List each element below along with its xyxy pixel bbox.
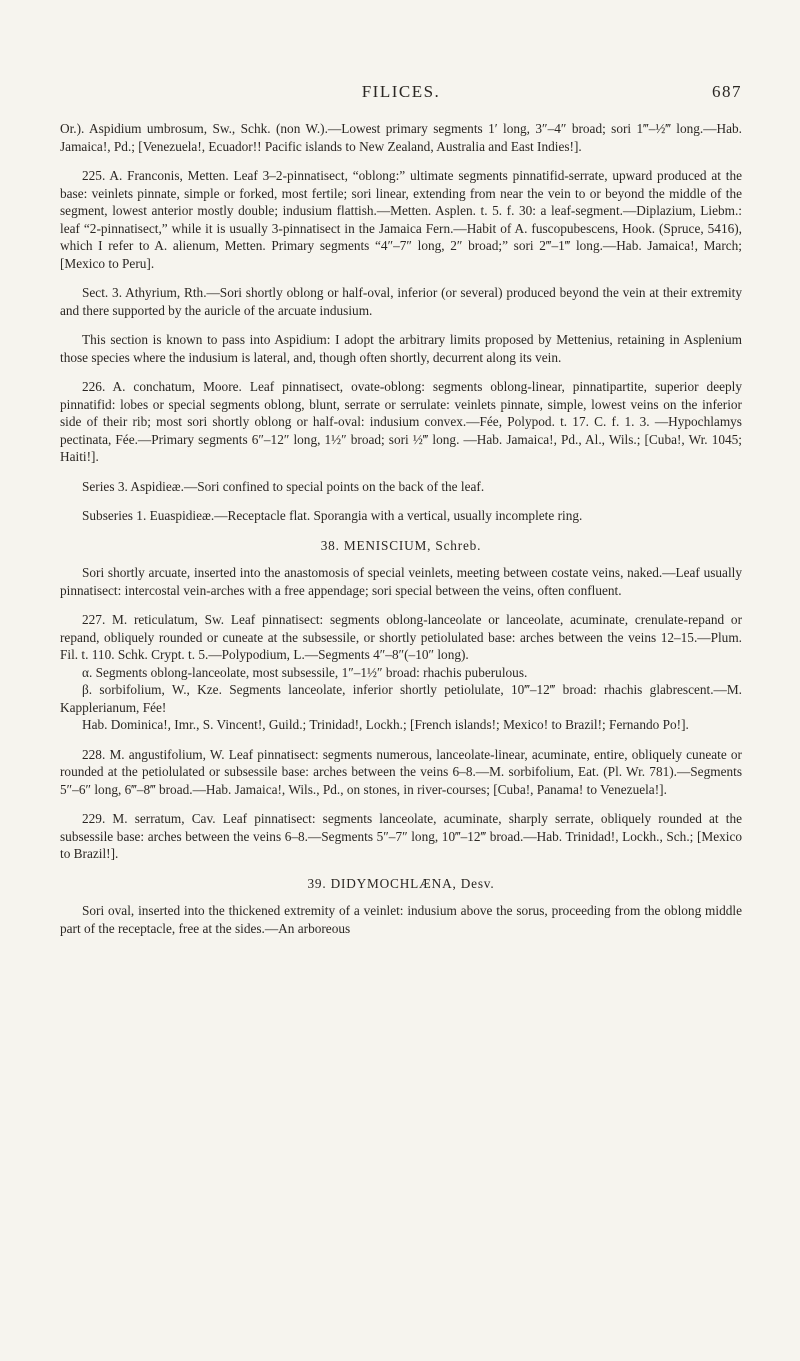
page-number: 687 <box>712 82 742 101</box>
species-227-reticulatum: 227. M. reticulatum, Sw. Leaf pinnatisect: segments oblong-lanceolate or lanceolate, acuminate, crenulate-repand or repand, obliquely rounded or cuneate at the subsessile, or shortly petiolulated base: arches between the veins 12–15.—Plum. Fil. t. 110. Schk. Crypt. t. 5.—Polypodium, L.—Segments 4″–8″(–10″ long). <box>60 612 742 662</box>
genus-description-didymochlaena: Sori oval, inserted into the thickened extremity of a veinlet: indusium above the sorus, proceeding from the oblong middle part of the receptacle, free at the sides.—An arboreous <box>60 903 742 936</box>
series-aspidieae: Series 3. Aspidieæ.—Sori confined to special points on the back of the leaf. <box>82 478 485 494</box>
genus-heading-didymochlaena: 39. DIDYMOCHLÆNA, Desv. <box>307 875 495 891</box>
species-226-conchatum: 226. A. conchatum, Moore. Leaf pinnatisect, ovate-oblong: segments oblong-linear, pinnatipartite, superior deeply pinnatifid: lobes or special segments oblong, blunt, serrate or serrulate: veinlets pinnate, simple, lowest veins on the inferior side of their rib; most sori shortly oblong or half-oval: indusium convex.—Fée, Polypod. t. 17. C. f. 1. 3. —Hypochlamys pectinata, Fée.—Primary segments 6″–12″ long, 1½″ broad; sori ½‴ long. —Hab. Jamaica!, Pd., Al., Wils.; [Cuba!, Wr. 1045; Haiti!]. <box>60 379 742 464</box>
variety-alpha: α. Segments oblong-lanceolate, most subsessile, 1″–1½″ broad: rhachis puberulous. <box>82 664 528 680</box>
running-head <box>60 82 742 106</box>
species-229-serratum: 229. M. serratum, Cav. Leaf pinnatisect: segments lanceolate, acuminate, sharply serrate, obliquely rounded at the subsessile base: arches between the veins 6–8.—Segments 5″–7″ long, 10‴–12‴ broad.—Hab. Trinidad!, Lockh., Sch.; [Mexico to Brazil!]. <box>60 811 742 861</box>
running-title: FILICES. <box>361 82 441 101</box>
section-athyrium: Sect. 3. Athyrium, Rth.—Sori shortly oblong or half-oval, inferior (or several) produced beyond the vein at their extremity and there supported by the auricle of the arcuate indusium. <box>60 285 742 318</box>
paragraph-continuation: Or.). Aspidium umbrosum, Sw., Schk. (non W.).—Lowest primary segments 1′ long, 3″–4″ broad; sori 1‴–½‴ long.—Hab. Jamaica!, Pd.; [Venezuela!, Ecuador!! Pacific islands to New Zealand, Australia and East Indies!]. <box>60 121 742 154</box>
species-228-angustifolium: 228. M. angustifolium, W. Leaf pinnatisect: segments numerous, lanceolate-linear, acuminate, entire, obliquely cuneate or rounded at the petiolulated or subsessile base: arches between the veins 6–8.—M. sorbifolium, Eat. (Pl. Wr. 781).—Segments 5″–6″ long, 6‴–8‴ broad.—Hab. Jamaica!, Wils., Pd., on stones, in river-courses; [Cuba!, Panama! to Venezuela!]. <box>60 746 742 797</box>
species-225-franconis: 225. A. Franconis, Metten. Leaf 3–2-pinnatisect, “oblong:” ultimate segments pinnatifid-serrate, upward produced at the base: veinlets pinnate, simple or forked, most fertile; sori linear, extending from near the vein to or beyond the middle of the segment, lowest anterior mostly double; indusium flattish.—Metten. Asplen. t. 5. f. 30: a leaf-segment.—Diplazium, Liebm.: leaf “2-pinnatisect,” while it is usually 3-pinnatisect in the Jamaica Fern.—Habit of A. fuscopubescens, Hook. (Spruce, 5416), which I refer to A. alienum, Metten. Primary segments “4″–7″ long, 2″ broad;” sori 2‴–1‴ long.—Hab. Jamaica!, March; [Mexico to Peru]. <box>60 168 742 271</box>
habitat-227: Hab. Dominica!, Imr., S. Vincent!, Guild.; Trinidad!, Lockh.; [French islands!; Mexico! to Brazil!; Fernando Po!]. <box>82 717 689 732</box>
section-note: This section is known to pass into Aspidium: I adopt the arbitrary limits proposed by Mettenius, retaining in Asplenium those species where the indusium is lateral, and, though often shortly, decurrent along its vein. <box>60 332 742 365</box>
subseries-euaspidieae: Subseries 1. Euaspidieæ.—Receptacle flat. Sporangia with a vertical, usually incomplete ring. <box>82 508 583 523</box>
body-text <box>60 120 742 949</box>
genus-description-meniscium: Sori shortly arcuate, inserted into the anastomosis of special veinlets, meeting between costate veins, naked.—Leaf usually pinnatisect: intercostal vein-arches with a free appendage; sori special between the veins, often confluent. <box>60 565 742 598</box>
genus-heading-meniscium: 38. MENISCIUM, Schreb. <box>320 537 482 553</box>
variety-beta-sorbifolium: β. sorbifolium, W., Kze. Segments lanceolate, inferior shortly petiolulate, 10‴–12‴ broad: rhachis glabrescent.—M. Kapplerianum, Fée! <box>60 682 742 715</box>
